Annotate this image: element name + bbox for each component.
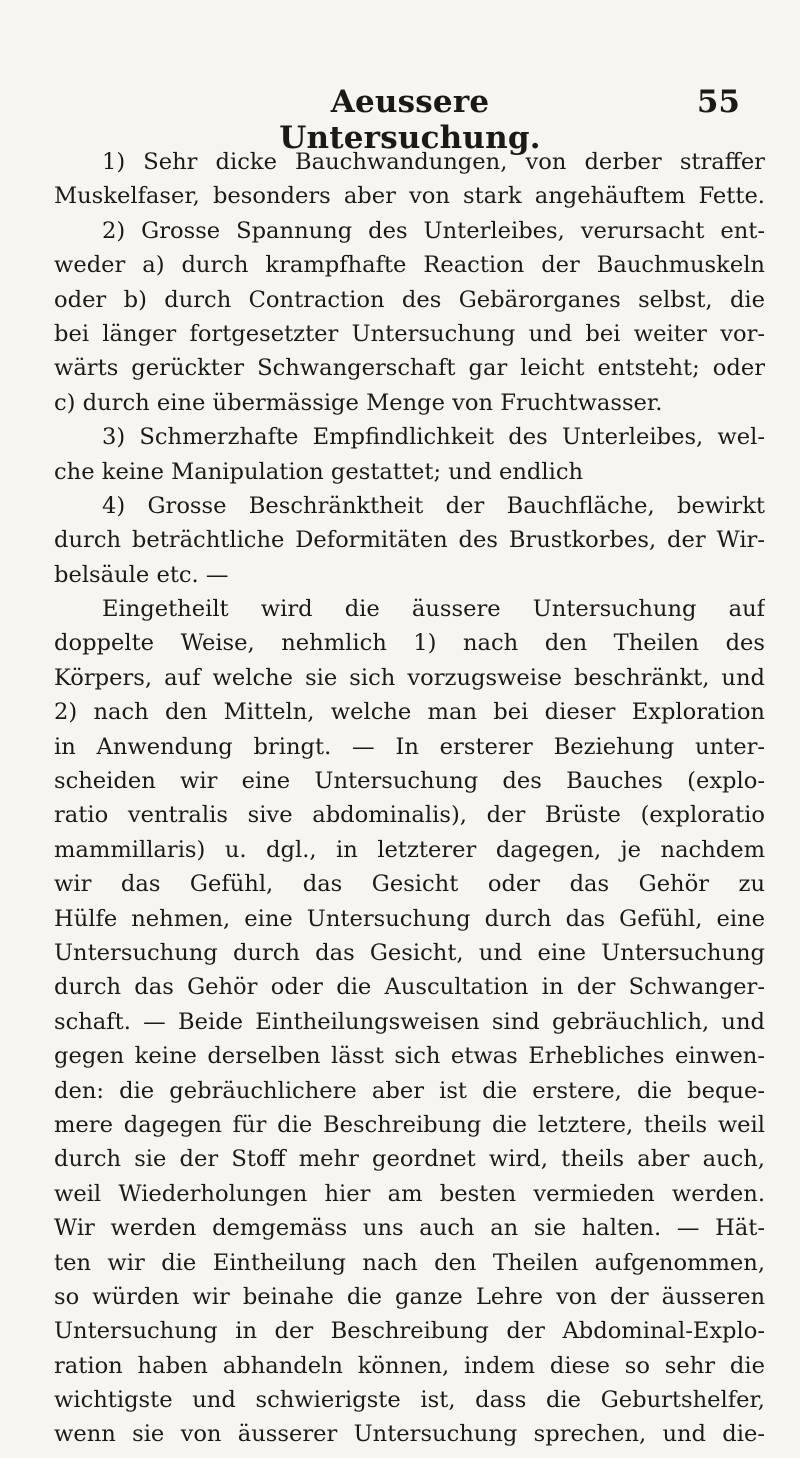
text-line: den: die gebräuchlichere aber ist die erstere, die beque- <box>54 1077 765 1104</box>
text-line: Muskelfaser, besonders aber von stark angehäuftem Fette. <box>54 183 765 210</box>
text-line: 2) nach den Mitteln, welche man bei dieser Exploration <box>54 699 765 726</box>
text-line: 1) Sehr dicke Bauchwandungen, von derber straffer <box>102 149 765 175</box>
text-line: Untersuchung durch das Gesicht, und eine Untersuchung <box>54 939 765 966</box>
text-line: c) durch eine übermässige Menge von Fruchtwasser. <box>54 389 663 416</box>
text-line: weil Wiederholungen hier am besten vermieden werden. <box>54 1180 765 1207</box>
page-number: 55 <box>696 84 740 120</box>
text-line: Körpers, auf welche sie sich vorzugsweise beschränkt, und <box>54 664 765 691</box>
text-line: 4) Grosse Beschränktheit der Bauchfläche, bewirkt <box>102 492 765 519</box>
text-line: wärts gerückter Schwangerschaft gar leicht entsteht; oder <box>54 355 765 382</box>
text-line: mammillaris) u. dgl., in letzterer dagegen, je nachdem <box>54 836 765 863</box>
text-line: ratio ventralis sive abdominalis), der Brüste (exploratio <box>54 802 765 829</box>
text-line: durch sie der Stoff mehr geordnet wird, theils aber auch, <box>54 1146 765 1173</box>
text-line: durch beträchtliche Deformitäten des Brustkorbes, der Wir- <box>54 527 765 554</box>
text-line: ration haben abhandeln können, indem diese so sehr die <box>54 1352 765 1379</box>
text-line: in Anwendung bringt. — In ersterer Beziehung unter- <box>54 733 765 760</box>
text-line: Eingetheilt wird die äussere Untersuchung auf <box>102 596 765 623</box>
text-line: durch das Gehör oder die Auscultation in der Schwanger- <box>54 974 765 1001</box>
text-line: wichtigste und schwierigste ist, dass die Geburtshelfer, <box>54 1387 765 1414</box>
text-line: oder b) durch Contraction des Gebärorganes selbst, die <box>54 286 765 313</box>
text-line: bei länger fortgesetzter Untersuchung und bei weiter vor- <box>54 320 765 347</box>
page-header <box>0 70 800 156</box>
text-line: gegen keine derselben lässt sich etwas Erhebliches einwen- <box>54 1043 765 1070</box>
text-line: che keine Manipulation gestattet; und endlich <box>54 458 584 485</box>
text-line: belsäule etc. — <box>54 561 229 588</box>
text-line: Untersuchung in der Beschreibung der Abdominal-Explo- <box>54 1318 765 1345</box>
text-line: wir das Gefühl, das Gesicht oder das Gehör zu <box>54 871 765 898</box>
text-line: scheiden wir eine Untersuchung des Bauches (explo- <box>54 768 765 795</box>
text-line: 2) Grosse Spannung des Unterleibes, verursacht ent- <box>102 217 765 244</box>
text-line: Hülfe nehmen, eine Untersuchung durch das Gefühl, eine <box>54 905 765 932</box>
text-line: 3) Schmerzhafte Empfindlichkeit des Unterleibes, wel- <box>102 424 765 451</box>
text-line: wenn sie von äusserer Untersuchung sprechen, und die- <box>54 1421 765 1448</box>
running-title: Aeussere Untersuchung. <box>279 84 541 156</box>
text-line: so würden wir beinahe die ganze Lehre von der äusseren <box>54 1283 765 1310</box>
text-line: schaft. — Beide Eintheilungsweisen sind gebräuchlich, und <box>54 1008 765 1035</box>
text-line: weder a) durch krampfhafte Reaction der Bauchmuskeln <box>54 252 765 279</box>
text-line: mere dagegen für die Beschreibung die letztere, theils weil <box>54 1111 765 1138</box>
body-text <box>54 145 765 1452</box>
text-line: Wir werden demgemäss uns auch an sie halten. — Hät- <box>54 1215 765 1242</box>
text-line: ten wir die Eintheilung nach den Theilen aufgenommen, <box>54 1249 765 1276</box>
text-line: doppelte Weise, nehmlich 1) nach den Theilen des <box>54 630 765 657</box>
